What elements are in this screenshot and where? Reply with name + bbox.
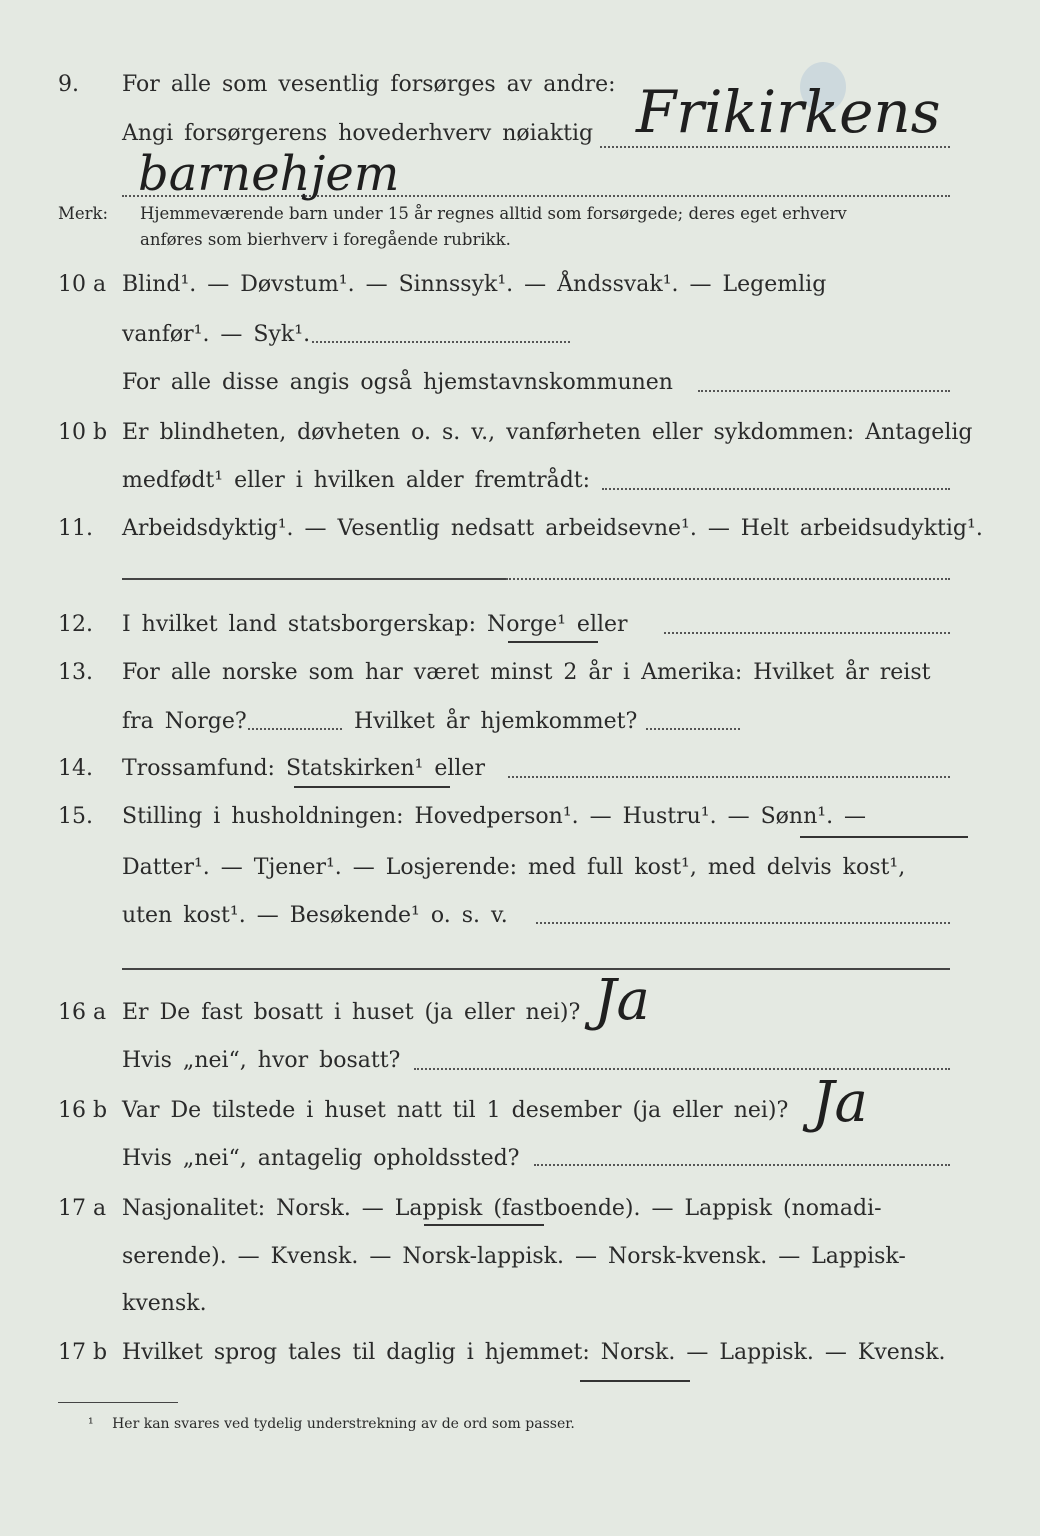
q10a-kommune-line <box>698 390 950 392</box>
q17a-lappisk-underline <box>424 1224 544 1226</box>
q16a-row-2 <box>0 1044 1040 1078</box>
q15-number: 15. <box>58 804 93 829</box>
q17b-norsk-underline <box>580 1380 690 1382</box>
q17a-line-3: kvensk. <box>122 1291 207 1316</box>
q15-row-3 <box>0 899 1040 933</box>
q10b-number: 10 b <box>58 420 108 445</box>
q10b-line-2: medfødt¹ eller i hvilken alder fremtrådt: <box>122 468 591 493</box>
q11-answer-line-solid <box>122 578 506 580</box>
footnote-rule <box>58 1402 178 1403</box>
q10a-row-3 <box>0 366 1040 400</box>
q10b-answer-line <box>602 488 950 490</box>
q14-answer-line <box>508 776 950 778</box>
merk-line-1: Hjemmeværende barn under 15 år regnes alltid som forsørgede; deres eget erhverv <box>140 204 847 223</box>
q16a-answer-line <box>414 1068 950 1070</box>
q16b-answer-line <box>534 1164 950 1166</box>
q10a-syk-line <box>312 341 570 343</box>
q12-line-1: I hvilket land statsborgerskap: Norge¹ eller <box>122 612 628 637</box>
q17a-row-1 <box>0 1192 1040 1226</box>
q9-number: 9. <box>58 72 79 97</box>
merk-label: Merk: <box>58 204 109 223</box>
q15-answer-line <box>536 922 950 924</box>
q13-reist-line <box>248 728 342 730</box>
q11-row-1 <box>0 512 1040 546</box>
q17a-line-2: serende). — Kvensk. — Norsk-lappisk. — Norsk-kvensk. — Lappisk- <box>122 1244 906 1269</box>
q16a-number: 16 a <box>58 1000 107 1025</box>
q14-line-1: Trossamfund: Statskirken¹ eller <box>122 756 485 781</box>
q17b-number: 17 b <box>58 1340 108 1365</box>
q17a-row-3 <box>0 1287 1040 1321</box>
q10a-number: 10 a <box>58 272 107 297</box>
q16a-line-1: Er De fast bosatt i huset (ja eller nei)? <box>122 1000 581 1025</box>
q13-line-1: For alle norske som har været minst 2 år i Amerika: Hvilket år reist <box>122 660 931 685</box>
q16a-line-2: Hvis „nei“, hvor bosatt? <box>122 1048 401 1073</box>
q10a-line-2: vanfør¹. — Syk¹. <box>122 322 311 347</box>
q10b-row-2 <box>0 464 1040 498</box>
q13-row-1 <box>0 656 1040 690</box>
q9-line-1: For alle som vesentlig forsørges av andre: <box>122 72 616 97</box>
merk-line-2: anføres som bierhverv i foregående rubrikk. <box>140 230 511 249</box>
q10a-line-3: For alle disse angis også hjemstavnskommunen <box>122 370 673 395</box>
q11-number: 11. <box>58 516 93 541</box>
q13-line-2a: fra Norge? <box>122 709 247 734</box>
q16b-number: 16 b <box>58 1098 108 1123</box>
q16b-line-2: Hvis „nei“, antagelig opholdssted? <box>122 1146 520 1171</box>
q16b-line-1: Var De tilstede i huset natt til 1 desember (ja eller nei)? <box>122 1098 789 1123</box>
q15-sonn-underline <box>800 836 968 838</box>
q16a-row-1 <box>0 996 1040 1030</box>
q16b-row-2 <box>0 1142 1040 1176</box>
q15-line-3: uten kost¹. — Besøkende¹ o. s. v. <box>122 903 508 928</box>
footnote-text: Her kan svares ved tydelig understrekning av de ord som passer. <box>112 1416 575 1432</box>
q16b-row-1 <box>0 1094 1040 1128</box>
q16b-handwritten-answer: Ja <box>812 1070 868 1135</box>
q10b-line-1: Er blindheten, døvheten o. s. v., vanførheten eller sykdommen: Antagelig <box>122 420 973 445</box>
q13-number: 13. <box>58 660 93 685</box>
q9-handwritten-answer-1: Frikirkens <box>636 78 941 146</box>
q17b-line-1: Hvilket sprog tales til daglig i hjemmet: Norsk. — Lappisk. — Kvensk. <box>122 1340 946 1365</box>
q9-answer-line-1 <box>600 146 950 148</box>
q15-row-2 <box>0 851 1040 885</box>
q14-statskirken-underline <box>294 786 450 788</box>
q14-number: 14. <box>58 756 93 781</box>
q10a-line-1: Blind¹. — Døvstum¹. — Sinnssyk¹. — Åndssvak¹. — Legemlig <box>122 272 827 297</box>
q13-row-2 <box>0 705 1040 739</box>
q9-handwritten-answer-2: barnehjem <box>138 146 400 202</box>
q15-answer-line-2 <box>122 968 950 970</box>
q12-number: 12. <box>58 612 93 637</box>
q10a-row-1 <box>0 268 1040 302</box>
q10a-row-2 <box>0 318 1040 352</box>
q17a-number: 17 a <box>58 1196 107 1221</box>
q13-hjemkommet-line <box>646 728 740 730</box>
footnote-mark: ¹ <box>88 1416 94 1432</box>
q14-row-1 <box>0 752 1040 786</box>
q11-line-1: Arbeidsdyktig¹. — Vesentlig nedsatt arbeidsevne¹. — Helt arbeidsudyktig¹. <box>122 516 983 541</box>
q13-line-2b: Hvilket år hjemkommet? <box>354 709 638 734</box>
q9-line-2: Angi forsørgerens hovederhverv nøiaktig <box>122 121 594 146</box>
q15-row-1 <box>0 800 1040 834</box>
q15-line-2: Datter¹. — Tjener¹. — Losjerende: med full kost¹, med delvis kost¹, <box>122 855 906 880</box>
q17a-row-2 <box>0 1240 1040 1274</box>
q15-line-1: Stilling i husholdningen: Hovedperson¹. — Hustru¹. — Sønn¹. — <box>122 804 867 829</box>
q17b-row-1 <box>0 1336 1040 1370</box>
q17a-line-1: Nasjonalitet: Norsk. — Lappisk (fastboende). — Lappisk (nomadi- <box>122 1196 882 1221</box>
q12-row-1 <box>0 608 1040 642</box>
q11-answer-line-dotted <box>506 578 950 580</box>
q12-answer-line <box>664 632 950 634</box>
q10b-row-1 <box>0 416 1040 450</box>
q16a-handwritten-answer: Ja <box>594 968 650 1033</box>
q12-norge-underline <box>508 641 598 643</box>
footnote <box>88 1414 575 1434</box>
